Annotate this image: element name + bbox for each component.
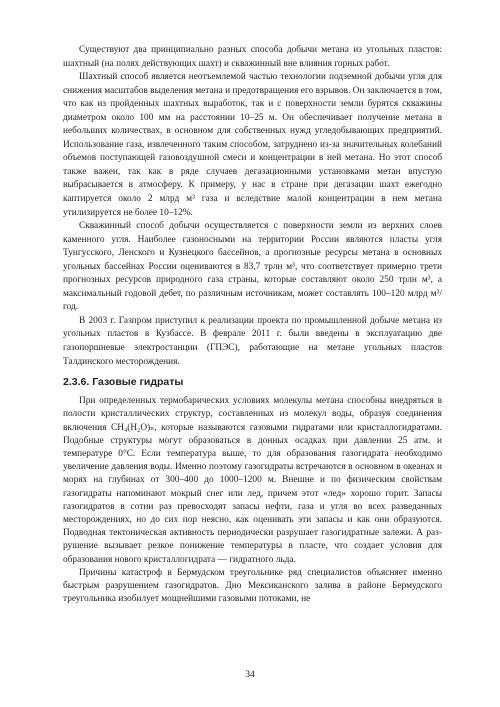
paragraph-gazprom-project: В 2003 г. Газпром приступил к реализации проекта по промышленной добыче метана из угольных пластов в Кузбассе. В феврале 2011 г. были введены в эксплуатацию две газопоршневые электростанции (ГПЭС), работающие на метане угольных пластов Талдинского месторождения. [63, 315, 442, 367]
page-body [63, 44, 442, 606]
page-number: 34 [245, 670, 255, 680]
paragraph-gas-hydrates: При определенных термобарических условиях молекулы метана способны внедряться в полости кристаллических структур, составленных из молекул воды, образуя соединения включения CH₄(H₂O)ₙ, которые называются газовыми гидратами или кристаллогидратами. Подобные структуры могут образоваться в донных осадках при давлении 25 атм. и температуре 0°C. Если температура выше, то для образования газогидрата необходимо увеличение давления воды. Именно поэтому газогидраты встречаются в основном в океанах и морях на глубинах от 300–400 до 1000–1200 м. Внешне и по физическим свойствам газогидраты напоминают мокрый снег или лед, причем этот «лед» хорошо горит. Запасы газогидратов в сотни раз превосходят запасы нефти, газа и угля во всех разведанных месторождениях, но до сих пор неясно, как оценивать эти запасы и как они образуются. Подводная тектоническая активность периодически разрушает газогидратные залежи. А разрушение вызывает резкое понижение температуры в пласте, что создает условия для образования нового кристаллогидрата — гидратного льда. [63, 396, 442, 565]
paragraph-borehole-method: Скважинный способ добычи осуществляется с поверхности земли из верхних слоев каменного угля. Наиболее газоносными на территории России являются пласты угля Тунгусского, Ленского и Кузнецкого бассейнов, а прогнозные ресурсы метана в основных угольных бассейнах России оцениваются в 83,7 трлн м³, что соответствует примерно трети прогнозных ресурсов природного газа страны, которые составляют около 250 трлн м³, а максимальный годовой дебет, по различным источникам, может составлять 100–120 млрд м³/год. [63, 221, 442, 313]
paragraph-bermuda-triangle: Причины катастроф в Бермудском треугольнике ряд специалистов объясняет именно быстрым разрушением газогидратов. Дно Мексиканского залива в районе Бермудского треугольника изобилует мощнейшими газовыми потоками, не [63, 567, 442, 605]
section-heading: 2.3.6. Газовые гидраты [63, 376, 184, 389]
paragraph-extraction-methods: Существуют два принципиально разных способа добычи метана из угольных пластов: шахтный (на полях действующих шахт) и скважинный вне влияния горных работ. [63, 45, 442, 69]
paragraph-mine-method: Шахтный способ является неотъемлемой частью технологии подземной добычи угля для снижения масштабов выделения метана и предотвращения его взрывов. Он заключается в том, что как из пройденных шахтных выработок, так и с поверхности земли бурятся скважины диаметром около 100 мм на расстоянии 10–25 м. Он обеспечивает получение метана в небольших количествах, в основном для собственных нужд угледобывающих предприятий. Использование газа, извлеченного таким способом, затруднено из-за значительных колебаний объемов поступающей газовоздушной смеси и концентрации в ней метана. Но этот способ также важен, так как в ряде случаев дегазационными установками метан впустую выбрасывается в атмосферу. К примеру, у нас в стране при дегазации шахт ежегодно каптируется около 2 млрд м³ газа и вследствие малой концентрации в нем метана утилизируется не более 10–12%. [63, 72, 442, 218]
